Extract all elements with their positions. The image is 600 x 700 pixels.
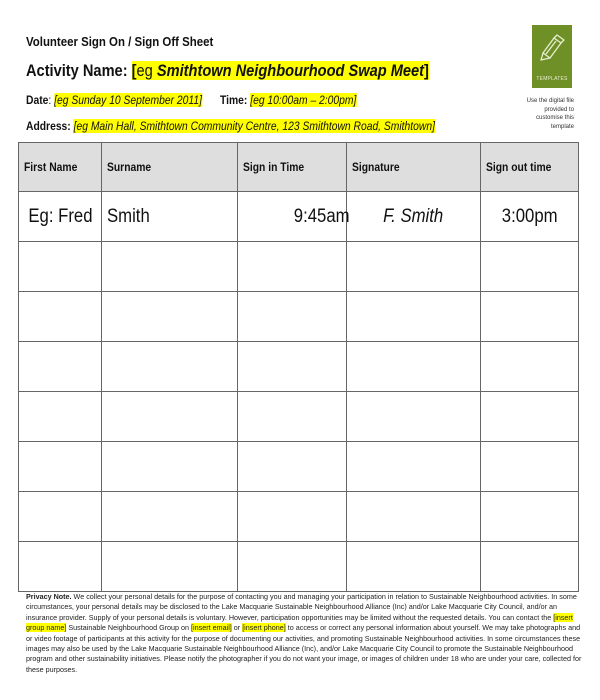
cell-signature[interactable] bbox=[347, 492, 481, 542]
privacy-note-label: Privacy Note. bbox=[26, 592, 72, 601]
cell-sign-out[interactable] bbox=[481, 392, 579, 442]
cell-first-name[interactable] bbox=[19, 492, 102, 542]
cell-sign-in[interactable]: 9:45am bbox=[238, 192, 347, 242]
cell-surname[interactable] bbox=[102, 342, 238, 392]
col-header-first-name: First Name bbox=[19, 143, 102, 192]
privacy-note bbox=[26, 592, 586, 675]
sheet-title: Volunteer Sign On / Sign Off Sheet bbox=[26, 34, 214, 49]
group-name-placeholder[interactable]: [insert group name] bbox=[26, 612, 573, 633]
cell-surname[interactable] bbox=[102, 292, 238, 342]
cell-signature[interactable] bbox=[347, 442, 481, 492]
pencil-icon bbox=[539, 33, 565, 63]
date-value[interactable]: [eg Sunday 10 September 2011] bbox=[54, 93, 202, 107]
cell-surname[interactable] bbox=[102, 242, 238, 292]
col-header-surname: Surname bbox=[102, 143, 238, 192]
address-label: Address: bbox=[26, 119, 74, 133]
email-placeholder[interactable]: [insert email] bbox=[191, 623, 232, 633]
cell-sign-in[interactable] bbox=[238, 542, 347, 592]
cell-signature[interactable] bbox=[347, 392, 481, 442]
activity-name-label: Activity Name: bbox=[26, 61, 132, 80]
cell-sign-in[interactable] bbox=[238, 242, 347, 292]
cell-signature[interactable] bbox=[347, 342, 481, 392]
cell-sign-out[interactable] bbox=[481, 242, 579, 292]
sign-in-table bbox=[18, 142, 579, 592]
cell-surname[interactable] bbox=[102, 392, 238, 442]
time-line bbox=[220, 93, 356, 107]
cell-sign-out[interactable] bbox=[481, 492, 579, 542]
activity-name-value[interactable] bbox=[132, 61, 429, 80]
table-row bbox=[19, 442, 579, 492]
cell-first-name[interactable] bbox=[19, 542, 102, 592]
table-row bbox=[19, 392, 579, 442]
cell-surname[interactable] bbox=[102, 492, 238, 542]
col-header-sign-in-time: Sign in Time bbox=[238, 143, 347, 192]
table-row bbox=[19, 542, 579, 592]
table-row bbox=[19, 492, 579, 542]
col-header-sign-out-time: Sign out time bbox=[481, 143, 579, 192]
address-value[interactable]: [eg Main Hall, Smithtown Community Centre, 123 Smithtown Road, Smithtown] bbox=[73, 119, 435, 133]
cell-sign-in[interactable] bbox=[238, 292, 347, 342]
cell-surname[interactable] bbox=[102, 442, 238, 492]
date-label: Date bbox=[26, 93, 49, 107]
cell-signature[interactable]: F. Smith bbox=[347, 192, 481, 242]
templates-logo bbox=[532, 25, 572, 88]
cell-sign-out[interactable] bbox=[481, 342, 579, 392]
cell-sign-out[interactable] bbox=[481, 542, 579, 592]
col-header-signature: Signature bbox=[347, 143, 481, 192]
cell-sign-in[interactable] bbox=[238, 392, 347, 442]
activity-name-line bbox=[26, 61, 429, 81]
bracket-open: [ bbox=[131, 61, 137, 80]
table-header-row bbox=[19, 143, 579, 192]
cell-first-name[interactable] bbox=[19, 342, 102, 392]
cell-sign-in[interactable] bbox=[238, 342, 347, 392]
cell-surname[interactable] bbox=[102, 542, 238, 592]
cell-signature[interactable] bbox=[347, 242, 481, 292]
table-row bbox=[19, 242, 579, 292]
time-label: Time: bbox=[220, 93, 251, 107]
table-row bbox=[19, 342, 579, 392]
bracket-close: ] bbox=[424, 61, 429, 80]
cell-sign-in[interactable] bbox=[238, 442, 347, 492]
address-line bbox=[26, 119, 435, 133]
table-row bbox=[19, 292, 579, 342]
privacy-text: or bbox=[231, 623, 243, 633]
cell-sign-out[interactable] bbox=[481, 292, 579, 342]
cell-first-name[interactable] bbox=[19, 242, 102, 292]
cell-sign-out[interactable]: 3:00pm bbox=[481, 192, 579, 242]
cell-first-name[interactable] bbox=[19, 442, 102, 492]
cell-sign-out[interactable] bbox=[481, 442, 579, 492]
cell-first-name[interactable] bbox=[19, 292, 102, 342]
activity-name-text: Smithtown Neighbourhood Swap Meet bbox=[156, 61, 425, 80]
phone-placeholder[interactable]: [insert phone] bbox=[242, 623, 286, 633]
cell-sign-in[interactable] bbox=[238, 492, 347, 542]
cell-surname[interactable]: Smith bbox=[102, 192, 238, 242]
cell-signature[interactable] bbox=[347, 292, 481, 342]
date-line bbox=[26, 93, 202, 107]
logo-text: TEMPLATES bbox=[536, 76, 568, 82]
cell-first-name[interactable]: Eg: Fred bbox=[19, 192, 102, 242]
logo-caption: Use the digital file provided to customise this template bbox=[526, 98, 574, 130]
date-sep: : bbox=[48, 93, 55, 107]
cell-signature[interactable] bbox=[347, 542, 481, 592]
eg-prefix: eg bbox=[136, 61, 157, 80]
privacy-text: to access or correct any personal information about yourself. We may take photographs and or video footage of participants at this activity for the purpose of documenting our activities, and promoting Sustainable Neighbourhood activities. In some circumstances these images may also be used by the Lake Macquarie Sustainable Neighbourhood Alliance (Inc), and/or Lake Macquarie City Council to promote the Sustainable Neighbourhood program and other sustainability initiatives. Please notify the photographer if you do not want your image, or images of children under 18 who are under your care, collected for these purposes. bbox=[26, 623, 582, 674]
privacy-text: Sustainable Neighbourhood Group on bbox=[66, 623, 192, 633]
cell-first-name[interactable] bbox=[19, 392, 102, 442]
privacy-text: We collect your personal details for the purpose of contacting you and managing your participation in relation to Sustainable Neighbourhood activities. In some circumstances, your personal details may be disclosed to the Lake Macquarie Sustainable Neighbourhood Alliance (Inc) and/or Lake Macquarie City Council, and/or an insurance provider. Supply of your personal details is voluntary. However, participation opportunities may be limited without the requested details. You can contact the bbox=[26, 592, 577, 622]
time-value[interactable]: [eg 10:00am – 2:00pm] bbox=[250, 93, 357, 107]
example-row bbox=[19, 192, 579, 242]
